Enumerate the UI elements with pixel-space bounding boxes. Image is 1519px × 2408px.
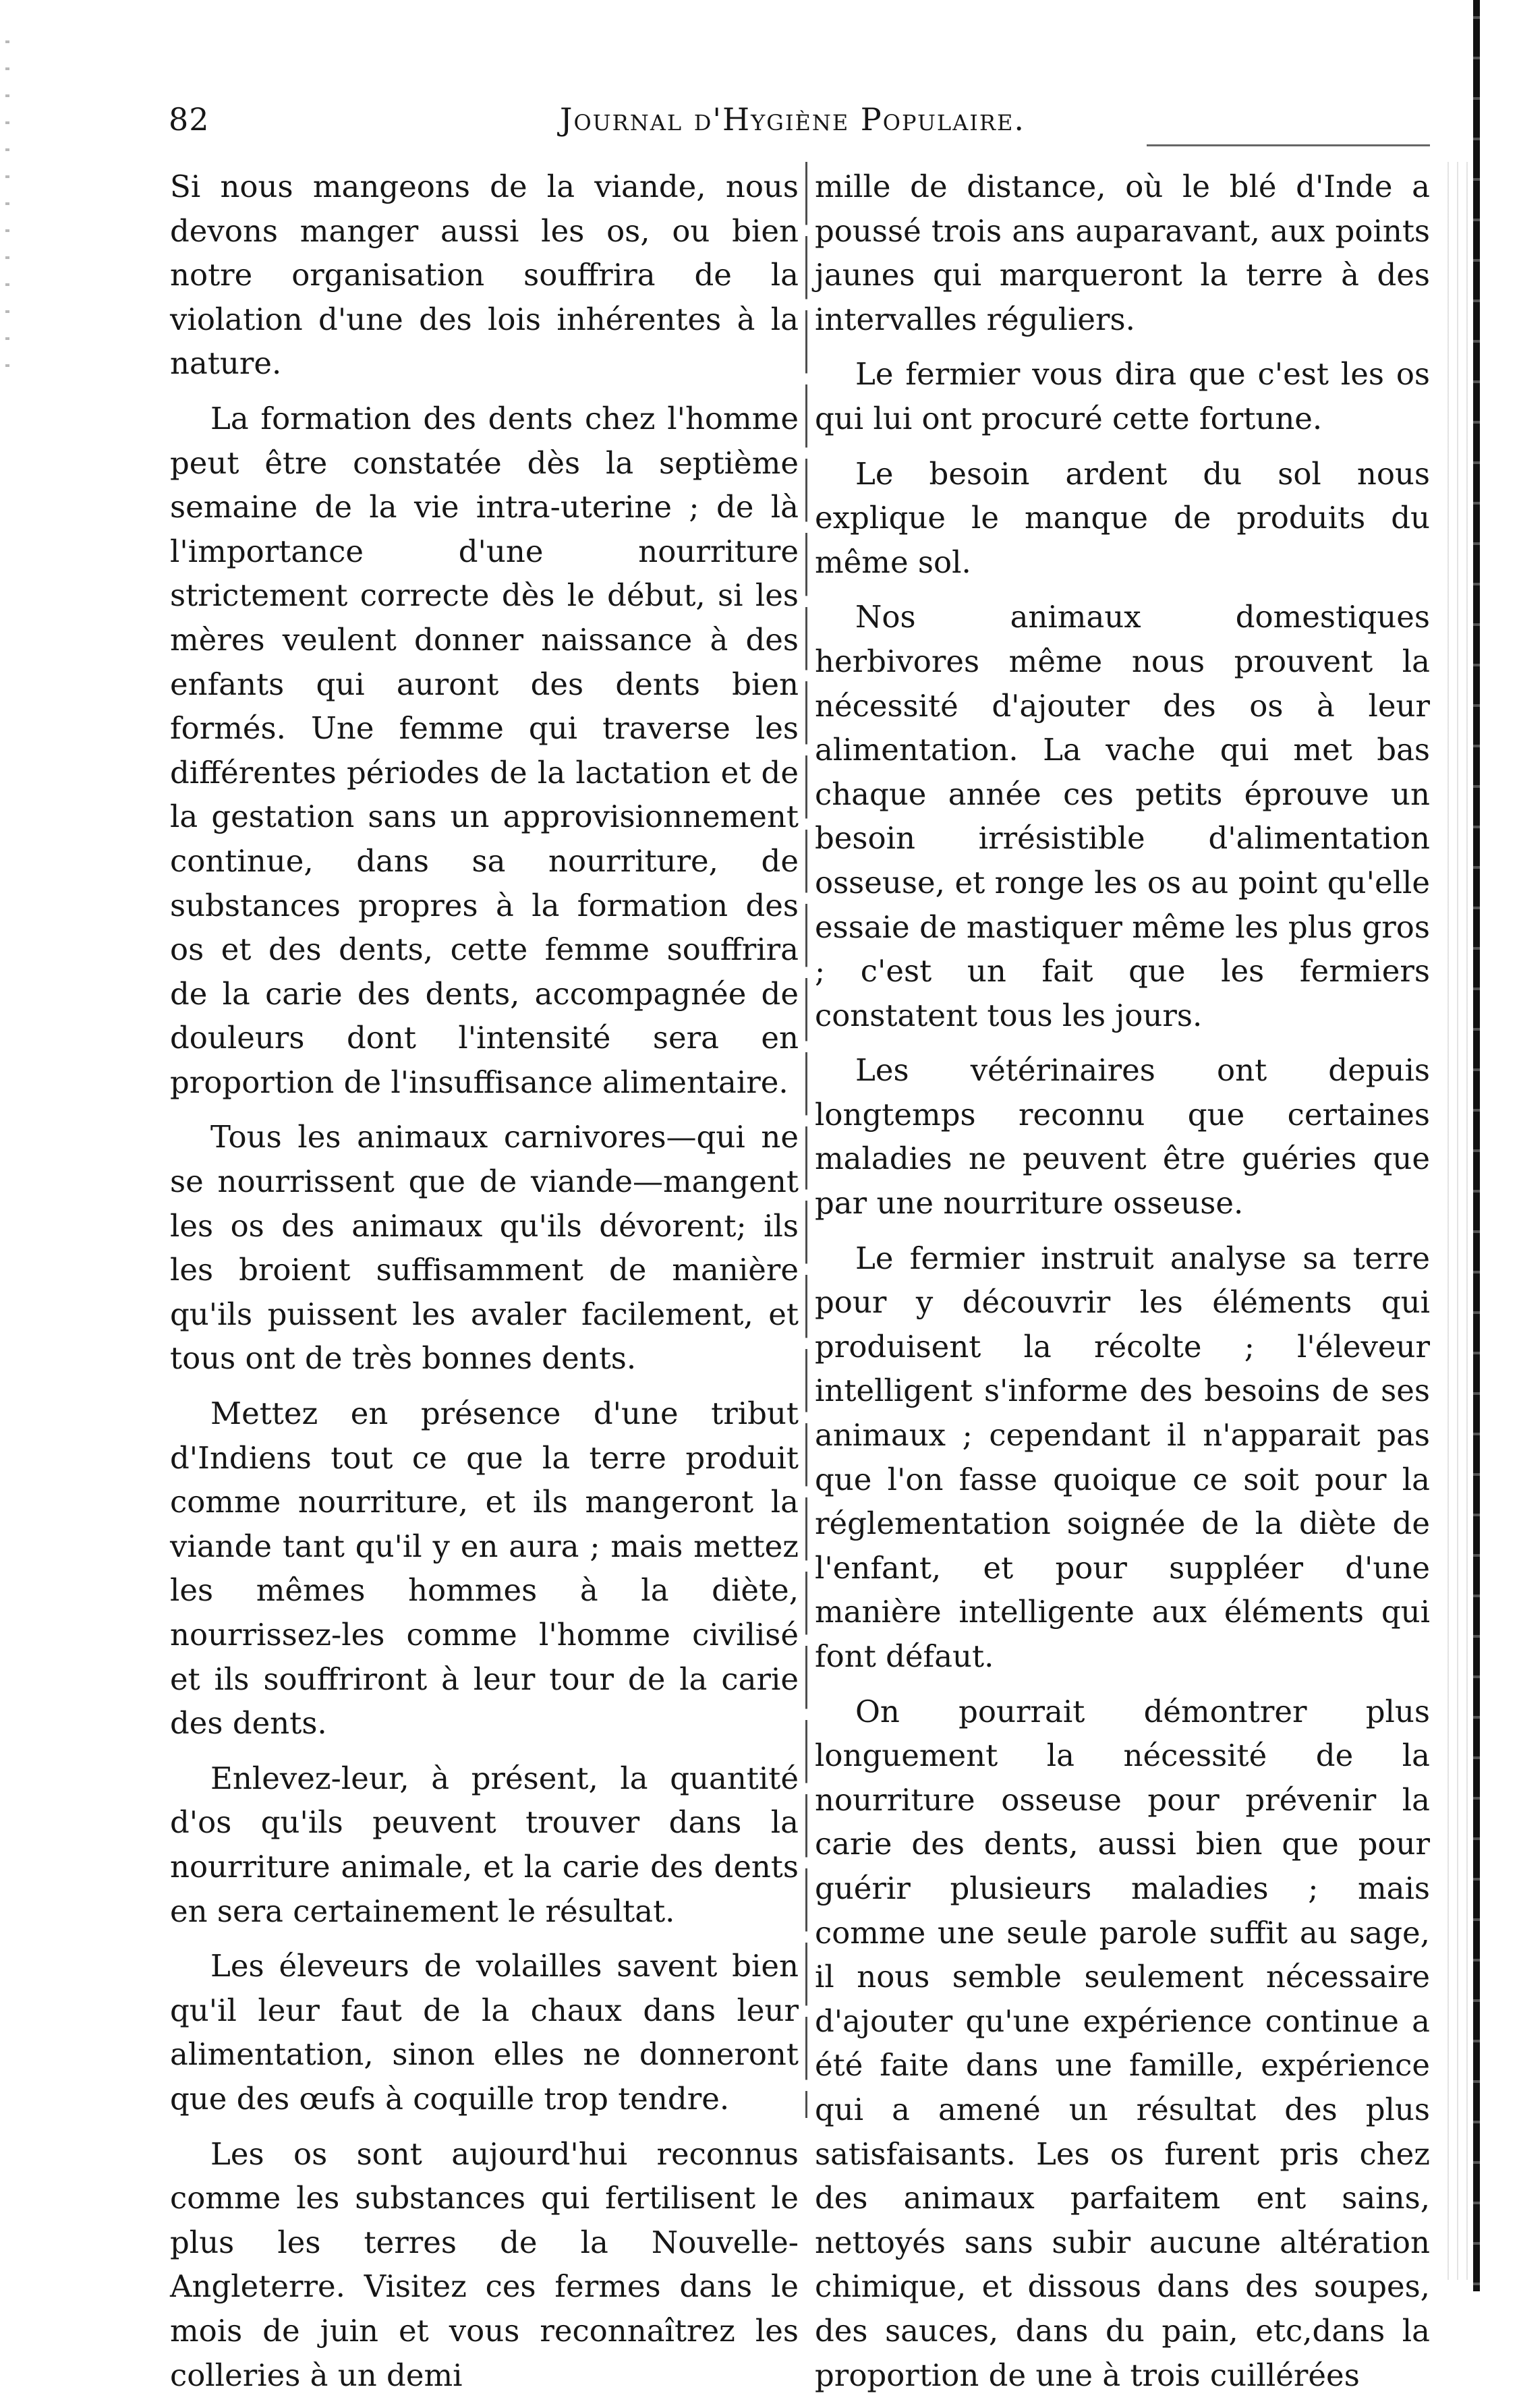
paragraph: On pourrait démontrer plus longuement la nécessité de la nourriture osseuse pour prévenir la carie des dents, aussi bien que pour guérir plusieurs maladies ; mais comme une seule parole suffit au sage, il nous semble seulement nécessaire d'ajouter qu'une expérience continue a été faite dans une famille, expérience qui a amené un résultat des plus satisfaisants. Les os furent pris chez des animaux parfaitem ent sains, nettoyés sans subir aucune altération chimique, et dissous dans des soupes, des sauces, dans du pain, etc,dans la proportion de une à trois cuillérées	[815, 1693, 1430, 2393]
header-rule	[1147, 144, 1430, 146]
page-number: 82	[169, 101, 210, 138]
paragraph: mille de distance, où le blé d'Inde a poussé trois ans auparavant, aux points jaunes qui marqueront la terre à des intervalles réguliers.	[815, 169, 1430, 337]
right-column	[815, 165, 1430, 2408]
binding-shadow	[1443, 162, 1473, 2280]
binding-edge	[1473, 0, 1480, 2291]
running-title: Journal d'Hygiène Populaire.	[560, 101, 1026, 138]
paragraph: Nos animaux domestiques herbivores même nous prouvent la nécessité d'ajouter des os à leur alimentation. La vache qui met bas chaque année ces petits éprouve un besoin irrésistible d'alimentation osseuse, et ronge les os au point qu'elle essaie de mastiquer même les plus gros ; c'est un fait que les fermiers constatent tous les jours.	[815, 599, 1430, 1033]
paragraph: Le fermier instruit analyse sa terre pour y découvrir les éléments qui produisent la récolte ; l'éleveur intelligent s'informe des besoins de ses animaux ; cependant il n'apparait pas que l'on fasse quoique ce soit pour la réglementation soignée de la diète de l'enfant, et pour suppléer d'une manière intelligente aux éléments qui font défaut.	[815, 1240, 1430, 1674]
paragraph: Les vétérinaires ont depuis longtemps reconnu que certaines maladies ne peuvent être guéries que par une nourriture osseuse.	[815, 1052, 1430, 1222]
page-header	[169, 101, 1430, 148]
paragraph: Tous les animaux carnivores—qui ne se nourrissent que de viande—mangent les os des animaux qu'ils dévorent; ils les broient suffisamment de manière qu'ils puissent les avaler facilement, et tous ont de très bonnes dents.	[170, 1119, 799, 1377]
paragraph: Enlevez-leur, à présent, la quantité d'os qu'ils peuvent trouver dans la nourriture animale, et la carie des dents en sera certainement le résultat.	[170, 1760, 799, 1929]
paragraph: Les os sont aujourd'hui reconnus comme les substances qui fertilisent le plus les terres de la Nouvelle-Angleterre. Visitez ces fermes dans le mois de juin et vous reconnaîtrez les colleries à un demi	[170, 2135, 799, 2393]
paragraph: Les éleveurs de volailles savent bien qu'il leur faut de la chaux dans leur alimentation, sinon elles ne donneront que des œufs à coquille trop tendre.	[170, 1948, 799, 2117]
paragraph: Le fermier vous dira que c'est les os qui lui ont procuré cette fortune.	[815, 356, 1430, 436]
scan-artifact-marks	[5, 40, 9, 391]
paragraph: Si nous mangeons de la viande, nous devons manger aussi les os, ou bien notre organisation souffrira de la violation d'une des lois inhérentes à la nature.	[170, 169, 799, 382]
paragraph: Mettez en présence d'une tribut d'Indiens tout ce que la terre produit comme nourriture, et ils mangeront la viande tant qu'il y en aura ; mais mettez les mêmes hommes à la diète, nourrissez-les comme l'homme civilisé et ils souffriront à leur tour de la carie des dents.	[170, 1396, 799, 1742]
paragraph: La formation des dents chez l'homme peut être constatée dès la septième semaine de la vie intra-uterine ; de là l'importance d'une nourriture strictement correcte dès le début, si les mères veulent donner naissance à des enfants qui auront des dents bien formés. Une femme qui traverse les différentes périodes de la lactation et de la gestation sans un approvisionnement continue, dans sa nourriture, de substances propres à la formation des os et des dents, cette femme souffrira de la carie des dents, accompagnée de douleurs dont l'intensité sera en proportion de l'insuffisance alimentaire.	[170, 400, 799, 1100]
paragraph: Le besoin ardent du sol nous explique le manque de produits du même sol.	[815, 455, 1430, 580]
column-divider	[805, 162, 807, 2118]
left-column	[170, 165, 799, 2408]
